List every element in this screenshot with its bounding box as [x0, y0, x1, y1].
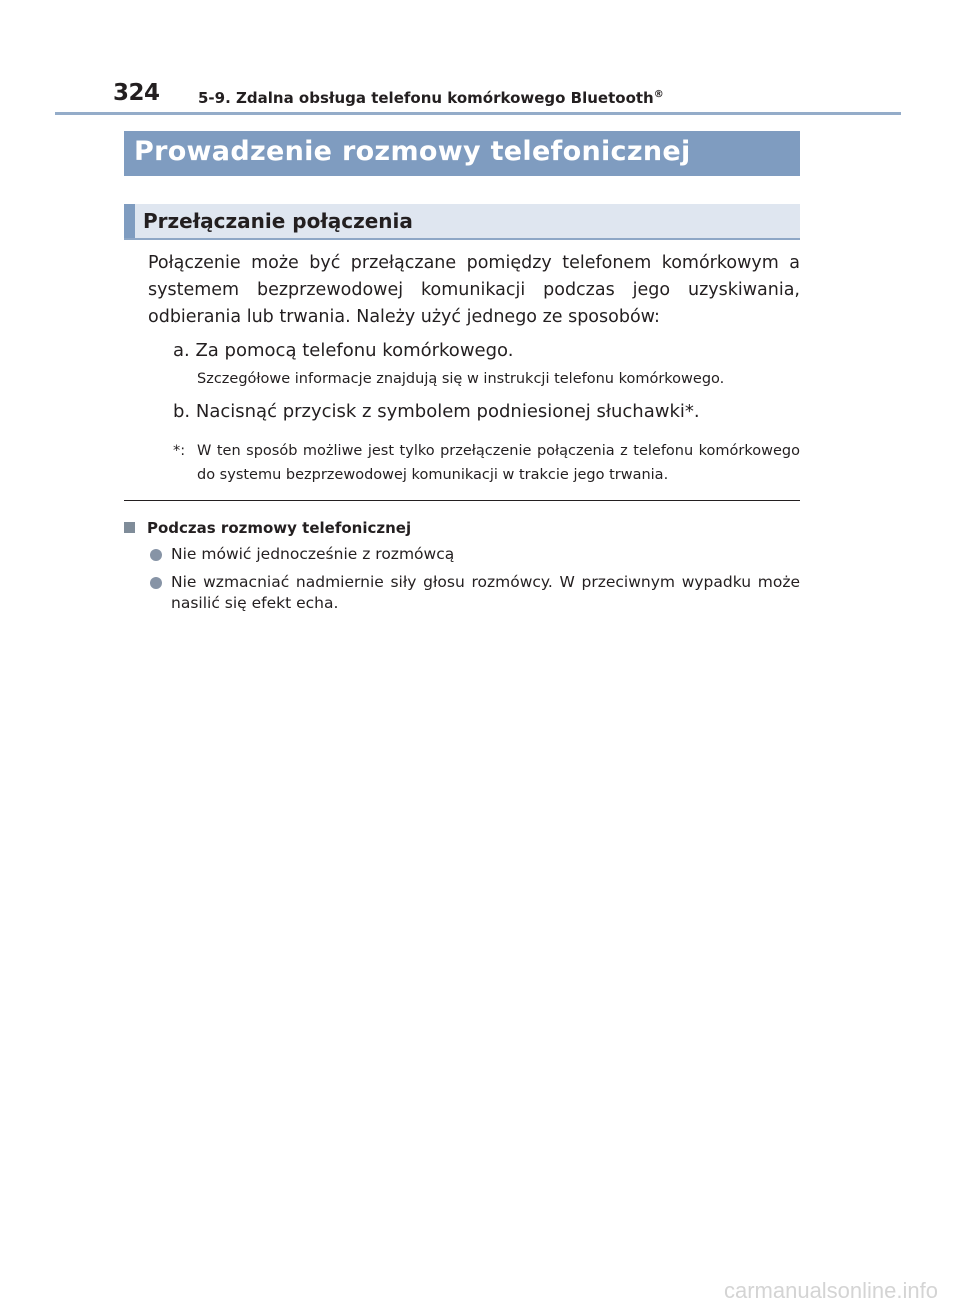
- watermark: carmanualsonline.info: [723, 1278, 938, 1303]
- circle-bullet-icon: [150, 549, 162, 561]
- option-b: b. Nacisnąć przycisk z symbolem podniesionej słuchawki*.: [173, 401, 700, 422]
- chapter-title-text: 5-9. Zdalna obsługa telefonu komórkowego Bluetooth: [198, 89, 654, 107]
- subsection-banner: [124, 204, 800, 240]
- note-item: [150, 572, 800, 614]
- footnote-text: W ten sposób możliwe jest tylko przełączenie połączenia z telefonu komórkowego do systemu bezprzewodowej komunikacji w trakcie jego trwania.: [197, 443, 800, 483]
- section-divider: [124, 500, 800, 501]
- square-bullet-icon: [124, 522, 135, 533]
- section-title: Prowadzenie rozmowy telefonicznej: [124, 131, 800, 176]
- registered-mark: ®: [653, 89, 664, 100]
- subsection-title: Przełączanie połączenia: [143, 209, 413, 233]
- chapter-title: [198, 89, 664, 107]
- footnote-mark: *:: [173, 443, 186, 459]
- note-item-text: Nie mówić jednocześnie z rozmówcą: [171, 545, 455, 563]
- circle-bullet-icon: [150, 577, 162, 589]
- option-a-note: Szczegółowe informacje znajdują się w instrukcji telefonu komórkowego.: [197, 371, 725, 387]
- note-heading: [124, 519, 411, 537]
- intro-paragraph: Połączenie może być przełączane pomiędzy telefonem komórkowym a systemem bezprzewodowej komunikacji podczas jego uzyskiwania, odbierania lub trwania. Należy użyć jednego ze sposobów:: [148, 253, 800, 327]
- note-item-text: Nie wzmacniać nadmiernie siły głosu rozmówcy. W przeciwnym wypadku może nasilić się efekt echa.: [171, 573, 800, 612]
- note-heading-text: Podczas rozmowy telefonicznej: [147, 519, 412, 537]
- footnote: [173, 439, 800, 487]
- header-rule: [55, 112, 901, 115]
- note-item: [150, 544, 800, 565]
- subsection-accent-bar: [124, 204, 135, 238]
- option-a: a. Za pomocą telefonu komórkowego.: [173, 340, 514, 361]
- page-number: 324: [113, 80, 160, 106]
